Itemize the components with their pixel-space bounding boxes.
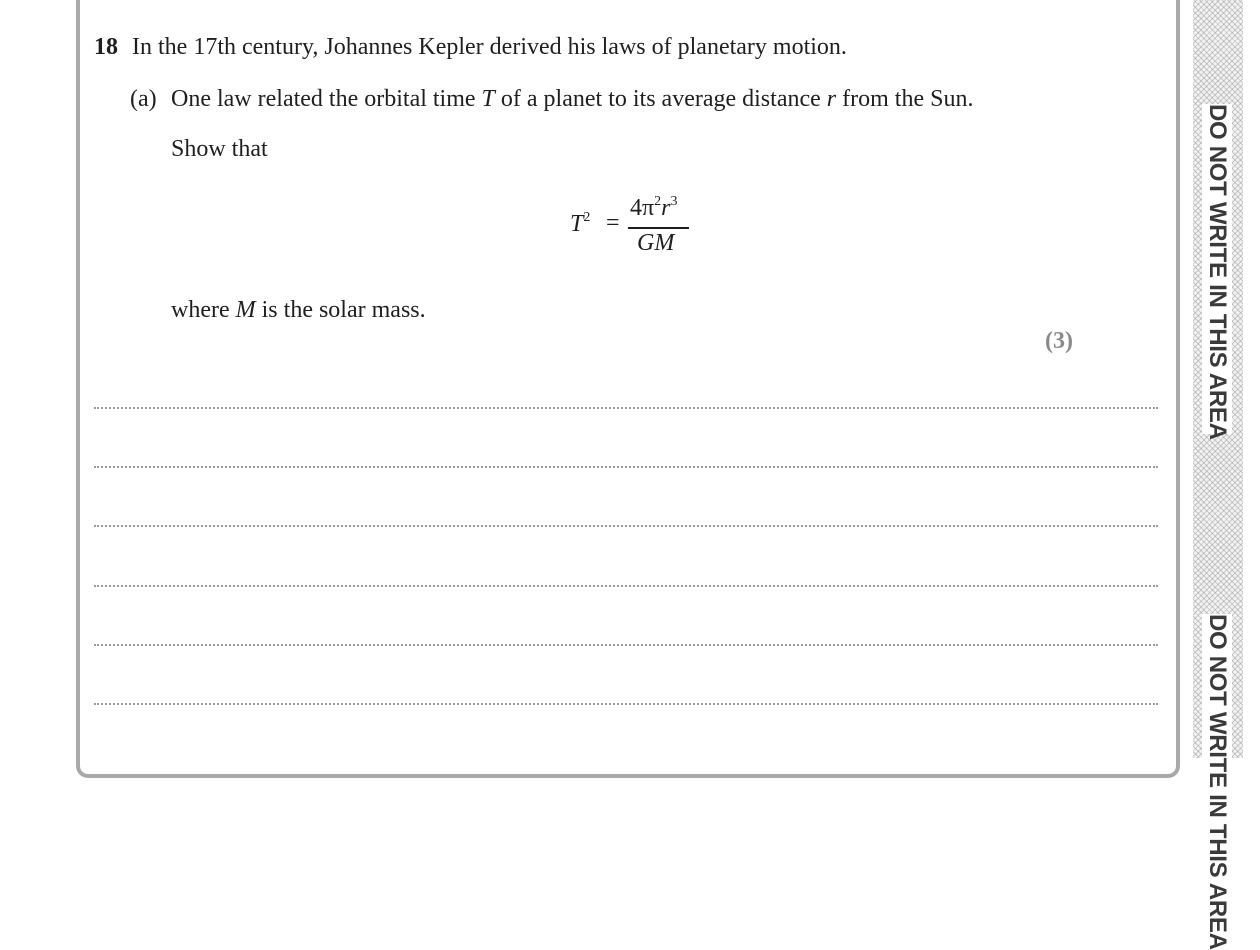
fraction-bar <box>628 227 689 229</box>
answer-line[interactable] <box>94 703 1158 705</box>
answer-line[interactable] <box>94 585 1158 587</box>
var-r: r <box>826 86 837 112</box>
margin-warning-top: DO NOT WRITE IN THIS AREA <box>1204 104 1231 440</box>
equation-numerator: $4\pi^2r^3$ <box>630 194 678 221</box>
answer-line[interactable] <box>94 466 1158 468</box>
question-number: 18 <box>94 34 118 60</box>
show-that-text: Show that <box>171 136 268 162</box>
where-text: where M is the solar mass. <box>171 297 426 323</box>
answer-line[interactable] <box>94 525 1158 527</box>
page-border <box>76 0 1180 778</box>
equals-sign: = <box>606 210 620 236</box>
part-a-text: One law related the orbital time T of a planet to its average distance r from the Sun. <box>171 86 974 112</box>
margin-warning-bottom: DO NOT WRITE IN THIS AREA <box>1204 614 1231 950</box>
kepler-equation <box>568 190 708 270</box>
equation-lhs: $T^2$ <box>570 210 591 237</box>
equation-denominator: GM <box>637 230 675 256</box>
var-T: T <box>481 86 495 112</box>
var-M: M <box>235 297 256 323</box>
answer-line[interactable] <box>94 407 1158 409</box>
question-text: In the 17th century, Johannes Kepler derived his laws of planetary motion. <box>132 34 847 60</box>
answer-line[interactable] <box>94 644 1158 646</box>
marks-allocation: (3) <box>1045 328 1073 354</box>
part-a-label: (a) <box>130 86 157 112</box>
